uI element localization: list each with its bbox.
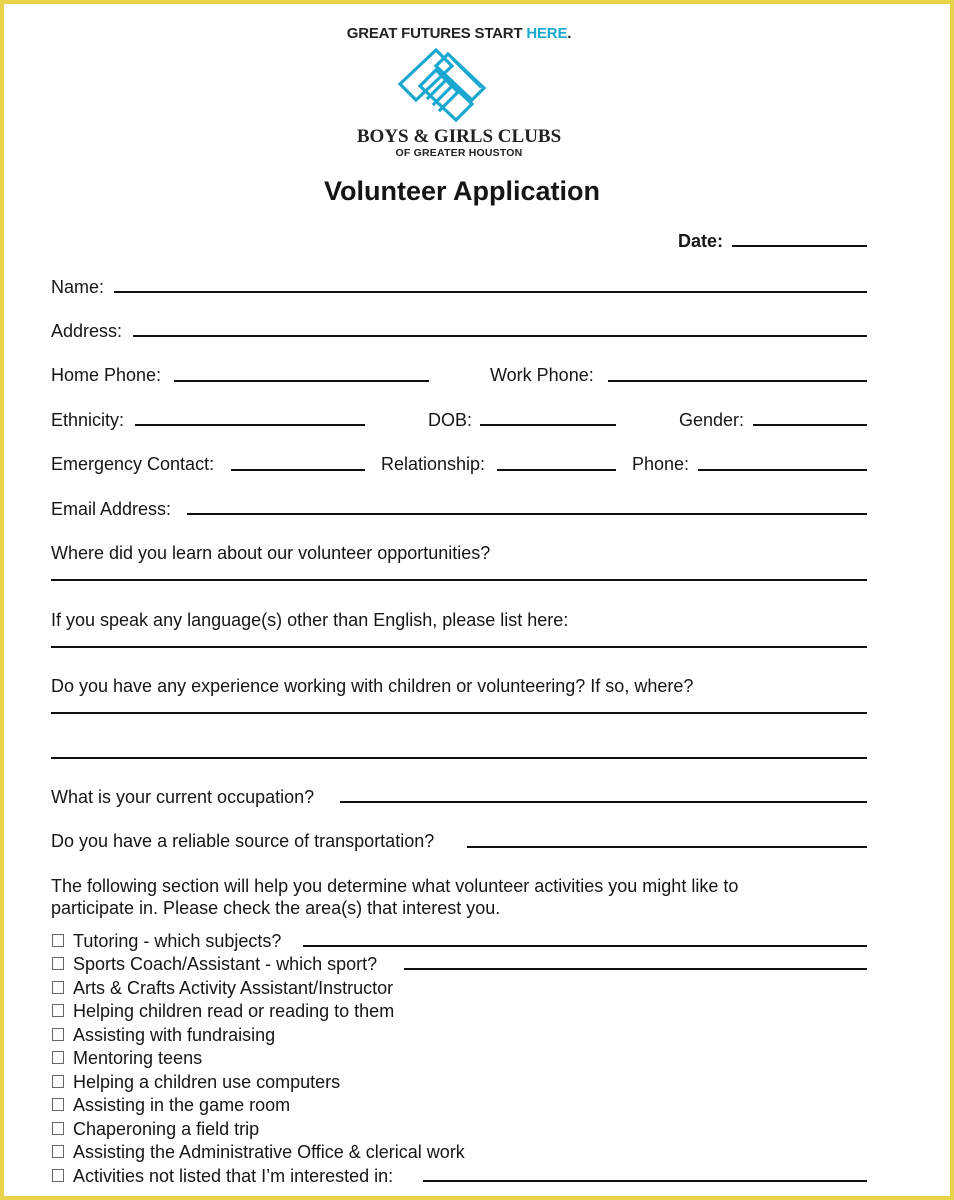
answer-learn-field[interactable] (51, 579, 867, 581)
clasped-hands-logo-icon (396, 46, 492, 124)
dob-label: DOB: (428, 410, 473, 430)
activity-reading: Helping children read or reading to them (73, 1001, 395, 1021)
checkbox-game-room[interactable] (52, 1098, 64, 1111)
section-intro-line-2: participate in. Please check the area(s) that interest you. (51, 898, 501, 918)
name-label: Name: (51, 277, 105, 297)
activity-other: Activities not listed that I’m interested in: (73, 1166, 394, 1186)
activity-tutoring: Tutoring - which subjects? (73, 931, 282, 951)
work-phone-field[interactable] (608, 380, 867, 382)
work-phone-label: Work Phone: (490, 365, 594, 385)
other-activities-field[interactable] (423, 1180, 867, 1182)
tagline: GREAT FUTURES START HERE. (346, 25, 572, 42)
activity-game-room: Assisting in the game room (73, 1095, 291, 1115)
ethnicity-field[interactable] (135, 424, 365, 426)
question-transportation: Do you have a reliable source of transportation? (51, 831, 435, 851)
email-field[interactable] (187, 513, 867, 515)
answer-experience-field-1[interactable] (51, 712, 867, 714)
emergency-contact-label: Emergency Contact: (51, 454, 215, 474)
emergency-contact-field[interactable] (231, 469, 365, 471)
answer-experience-field-2[interactable] (51, 757, 867, 759)
email-label: Email Address: (51, 499, 172, 519)
gender-label: Gender: (679, 410, 745, 430)
org-name: BOYS & GIRLS CLUBS (356, 126, 562, 147)
question-experience: Do you have any experience working with children or volunteering? If so, where? (51, 676, 694, 696)
activity-sports-coach: Sports Coach/Assistant - which sport? (73, 954, 378, 974)
name-field[interactable] (114, 291, 867, 293)
home-phone-label: Home Phone: (51, 365, 162, 385)
tutoring-subjects-field[interactable] (303, 945, 867, 947)
home-phone-field[interactable] (174, 380, 429, 382)
checkbox-fundraising[interactable] (52, 1028, 64, 1041)
checkbox-reading[interactable] (52, 1004, 64, 1017)
activity-fundraising: Assisting with fundraising (73, 1025, 276, 1045)
checkbox-sports-coach[interactable] (52, 957, 64, 970)
sports-field[interactable] (404, 968, 867, 970)
org-subtitle: OF GREATER HOUSTON (395, 147, 523, 159)
checkbox-mentoring[interactable] (52, 1051, 64, 1064)
checkbox-arts-crafts[interactable] (52, 981, 64, 994)
activity-admin-office: Assisting the Administrative Office & clerical work (73, 1142, 465, 1162)
checkbox-admin-office[interactable] (52, 1145, 64, 1158)
ethnicity-label: Ethnicity: (51, 410, 125, 430)
activity-computers: Helping a children use computers (73, 1072, 341, 1092)
address-label: Address: (51, 321, 123, 341)
activity-field-trip: Chaperoning a field trip (73, 1119, 260, 1139)
relationship-label: Relationship: (381, 454, 486, 474)
question-learn: Where did you learn about our volunteer opportunities? (51, 543, 491, 563)
question-language: If you speak any language(s) other than English, please list here: (51, 610, 569, 630)
activity-arts-crafts: Arts & Crafts Activity Assistant/Instructor (73, 978, 394, 998)
phone-label: Phone: (632, 454, 690, 474)
page-title: Volunteer Application (323, 176, 600, 206)
transportation-field[interactable] (467, 846, 867, 848)
checkbox-computers[interactable] (52, 1075, 64, 1088)
address-field[interactable] (133, 335, 867, 337)
dob-field[interactable] (480, 424, 616, 426)
question-occupation: What is your current occupation? (51, 787, 315, 807)
date-label: Date: (678, 231, 724, 251)
checkbox-other-activities[interactable] (52, 1169, 64, 1182)
checkbox-field-trip[interactable] (52, 1122, 64, 1135)
answer-language-field[interactable] (51, 646, 867, 648)
section-intro-line-1: The following section will help you determine what volunteer activities you might like to (51, 876, 739, 896)
activity-mentoring: Mentoring teens (73, 1048, 203, 1068)
occupation-field[interactable] (340, 801, 867, 803)
checkbox-tutoring[interactable] (52, 934, 64, 947)
date-field[interactable] (732, 245, 867, 247)
gender-field[interactable] (753, 424, 867, 426)
phone-field[interactable] (698, 469, 867, 471)
relationship-field[interactable] (497, 469, 616, 471)
